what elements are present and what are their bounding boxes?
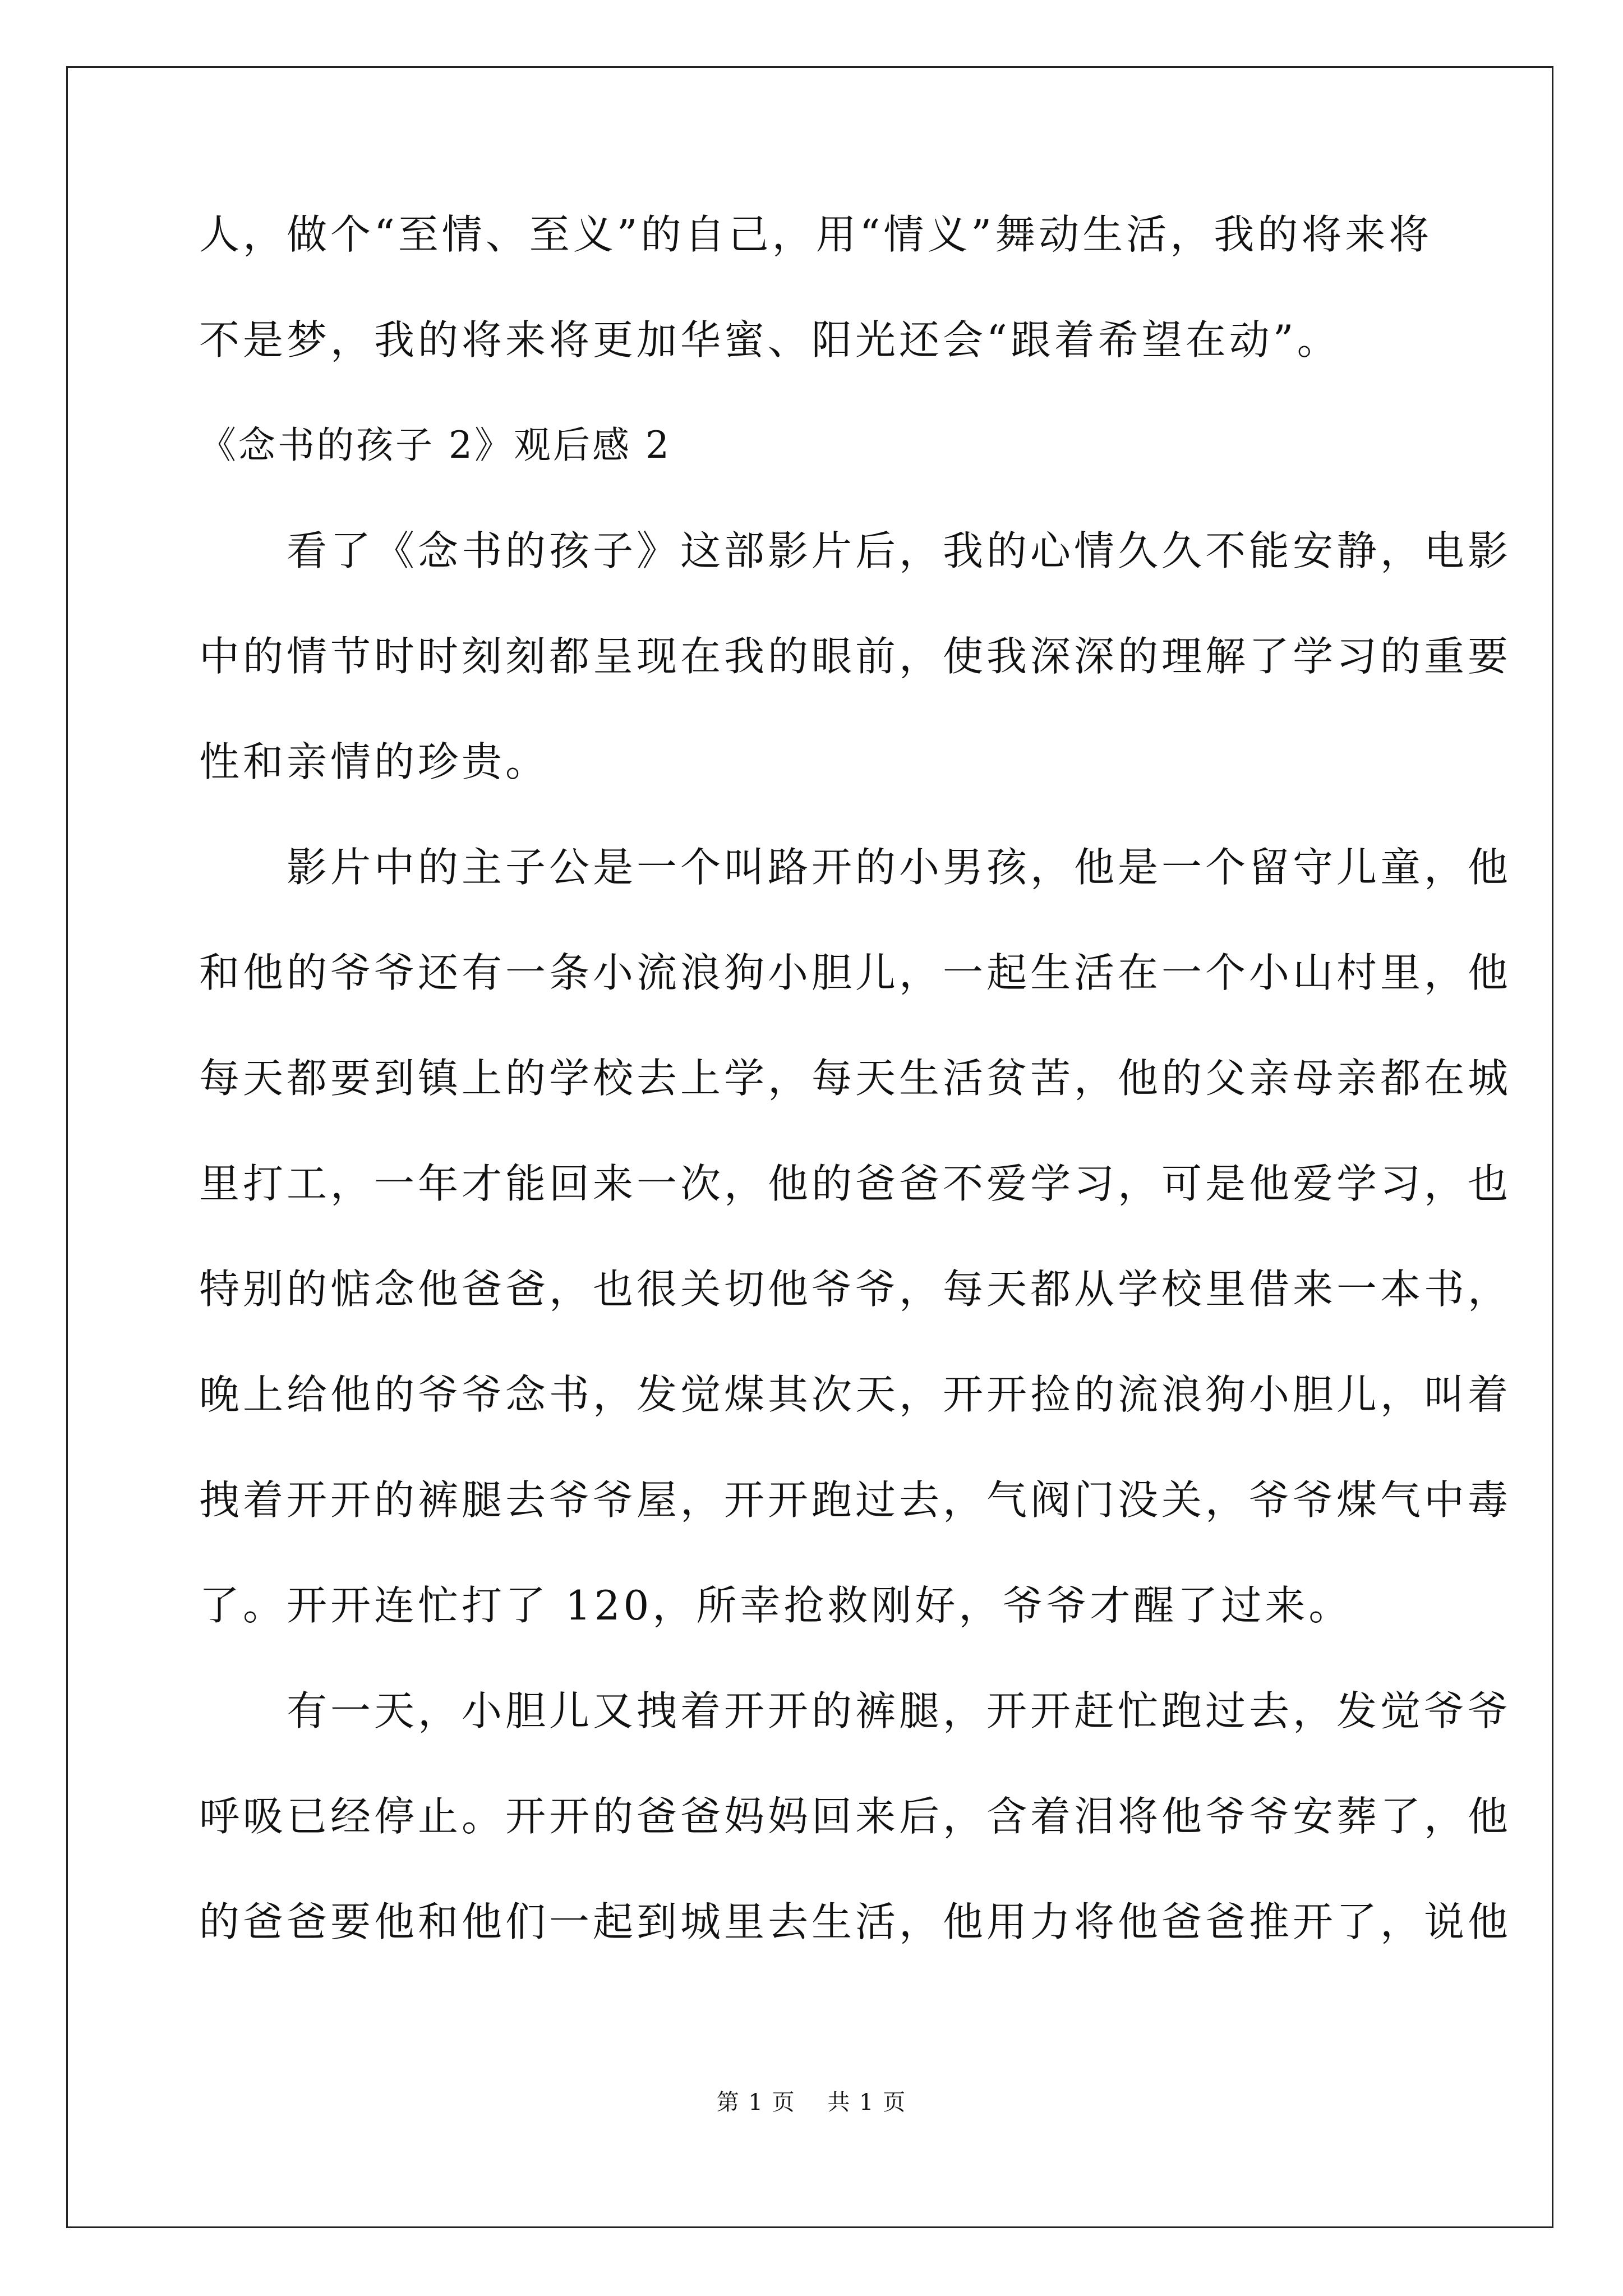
text-line: 中的情节时时刻刻都呈现在我的眼前，使我深深的理解了学习的重要 [199, 633, 1512, 680]
text-line: 拽着开开的裤腿去爷爷屋，开开跑过去，气阀门没关，爷爷煤气中毒 [199, 1476, 1512, 1524]
text-line: 人，做个“至情、至义”的自己，用“情义”舞动生活，我的将来将 [199, 211, 1433, 258]
text-line: 每天都要到镇上的学校去上学，每天生活贫苦，他的父亲母亲都在城 [199, 1055, 1512, 1102]
text-line: 特别的惦念他爸爸，也很关切他爷爷，每天都从学校里借来一本书， [199, 1266, 1512, 1313]
text-line: 看了《念书的孩子》这部影片后，我的心情久久不能安静，电影 [199, 527, 1512, 574]
page-footer: 第 1 页 共 1 页 [716, 2090, 907, 2115]
section-title: 《念书的孩子 2》观后感 2 [199, 424, 671, 467]
text-line: 的爸爸要他和他们一起到城里去生活，他用力将他爸爸推开了，说他 [199, 1898, 1512, 1945]
text-line: 晚上给他的爷爷念书，发觉煤其次天，开开捡的流浪狗小胆儿，叫着 [199, 1371, 1512, 1418]
text-line: 呼吸已经停止。开开的爸爸妈妈回来后，含着泪将他爷爷安葬了，他 [199, 1793, 1512, 1840]
text-line: 影片中的主子公是一个叫路开的小男孩，他是一个留守儿童，他 [199, 844, 1512, 891]
text-line: 里打工，一年才能回来一次，他的爸爸不爱学习，可是他爱学习，也 [199, 1160, 1512, 1207]
text-line: 和他的爷爷还有一条小流浪狗小胆儿，一起生活在一个小山村里，他 [199, 949, 1512, 996]
text-line: 性和亲情的珍贵。 [199, 738, 550, 785]
text-line: 了。开开连忙打了 120，所幸抢救刚好，爷爷才醒了过来。 [199, 1582, 1353, 1629]
text-line: 有一天，小胆儿又拽着开开的裤腿，开开赶忙跑过去，发觉爷爷 [199, 1687, 1512, 1734]
text-line: 不是梦，我的将来将更加华蜜、阳光还会“跟着希望在动”。 [199, 316, 1341, 364]
